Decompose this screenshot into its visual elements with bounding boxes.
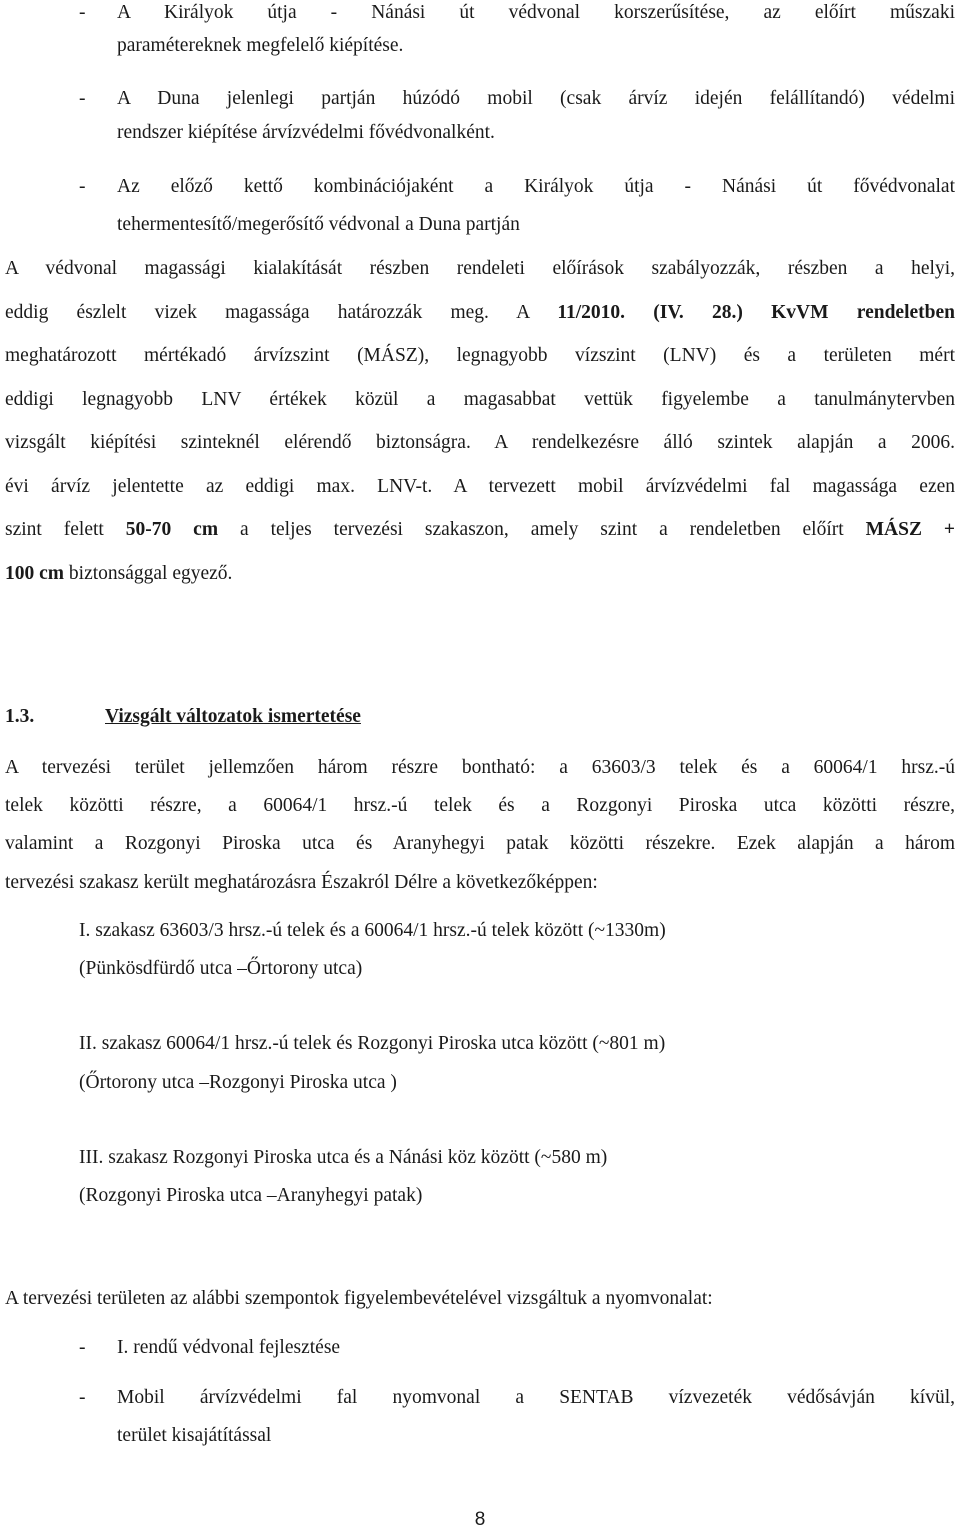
- paragraph-line: vizsgált kiépítési szinteknél elérendő biztonságra. A rendelkezésre álló szintek alapján a 2006.: [5, 432, 955, 453]
- paragraph-line: 100 cm biztonsággal egyező.: [5, 563, 233, 584]
- paragraph-line: meghatározott mértékadó árvízszint (MÁSZ), legnagyobb vízszint (LNV) és a területen mért: [5, 345, 955, 366]
- section-heading: [5, 704, 955, 730]
- bullet-text: Az előző kettő kombinációjaként a Királyok útja - Nánási út fővédvonalat: [117, 176, 955, 197]
- paragraph-line: eddig észlelt vizek magassága határozzák meg. A 11/2010. (IV. 28.) KvVM rendeletben: [5, 302, 955, 323]
- page-number: 8: [474, 1509, 486, 1530]
- paragraph-line: A védvonal magassági kialakítását részben rendeleti előírások szabályozzák, részben a helyi,: [5, 258, 955, 279]
- paragraph-line: tervezési szakasz került meghatározásra Északról Délre a következőképpen:: [5, 872, 598, 893]
- bullet-text: A Királyok útja - Nánási út védvonal korszerűsítése, az előírt műszaki: [117, 2, 955, 23]
- paragraph-line: telek közötti részre, a 60064/1 hrsz.-ú telek és a Rozgonyi Piroska utca közötti részre,: [5, 795, 955, 816]
- paragraph-line: évi árvíz jelentette az eddigi max. LNV-t. A tervezett mobil árvízvédelmi fal magassága ezen: [5, 476, 955, 497]
- section-item: I. szakasz 63603/3 hrsz.-ú telek és a 60064/1 hrsz.-ú telek között (~1330m): [79, 920, 666, 941]
- bullet-dash: -: [79, 1387, 86, 1408]
- section-title: Vizsgált változatok ismertetése: [105, 706, 361, 727]
- paragraph-line: eddigi legnagyobb LNV értékek közül a magasabbat vettük figyelembe a tanulmánytervben: [5, 389, 955, 410]
- section-item-streets: (Pünkösdfürdő utca –Őrtorony utca): [79, 958, 363, 979]
- bullet-text: terület kisajátítással: [117, 1425, 272, 1446]
- paragraph-line: szint felett 50-70 cm a teljes tervezési szakaszon, amely szint a rendeletben előírt MÁSZ +: [5, 519, 956, 540]
- paragraph-criteria: A tervezési területen az alábbi szempontok figyelembevételével vizsgáltuk a nyomvonalat:: [5, 1288, 713, 1309]
- section-item: III. szakasz Rozgonyi Piroska utca és a Nánási köz között (~580 m): [79, 1147, 608, 1168]
- bullet-text: tehermentesítő/megerősítő védvonal a Duna partján: [117, 214, 520, 235]
- bullet-text: A Duna jelenlegi partján húzódó mobil (csak árvíz idején felállítandó) védelmi: [117, 88, 955, 109]
- bullet-dash: -: [79, 2, 86, 23]
- bullet-text: Mobil árvízvédelmi fal nyomvonal a SENTAB vízvezeték védősávján kívül,: [117, 1387, 955, 1408]
- bullet-dash: -: [79, 176, 86, 197]
- bullet-text: rendszer kiépítése árvízvédelmi fővédvonalként.: [117, 122, 495, 143]
- safety-margin: 100 cm: [5, 563, 65, 584]
- masz-label: MÁSZ +: [865, 519, 956, 540]
- bullet-dash: -: [79, 1337, 86, 1358]
- height-range: 50-70 cm: [125, 519, 219, 540]
- paragraph-line: valamint a Rozgonyi Piroska utca és Aranyhegyi patak közötti részekre. Ezek alapján a három: [5, 833, 955, 854]
- bullet-dash: -: [79, 88, 86, 109]
- bullet-text: I. rendű védvonal fejlesztése: [117, 1337, 341, 1358]
- paragraph-line: A tervezési terület jellemzően három részre bontható: a 63603/3 telek és a 60064/1 hrsz.-ú: [5, 757, 955, 778]
- section-item: II. szakasz 60064/1 hrsz.-ú telek és Rozgonyi Piroska utca között (~801 m): [79, 1033, 666, 1054]
- section-number: 1.3.: [5, 706, 35, 727]
- section-item-streets: (Rozgonyi Piroska utca –Aranyhegyi patak): [79, 1185, 423, 1206]
- section-item-streets: (Őrtorony utca –Rozgonyi Piroska utca ): [79, 1072, 397, 1093]
- decree-reference: 11/2010. (IV. 28.) KvVM rendeletben: [557, 302, 955, 323]
- bullet-text: paramétereknek megfelelő kiépítése.: [117, 35, 404, 56]
